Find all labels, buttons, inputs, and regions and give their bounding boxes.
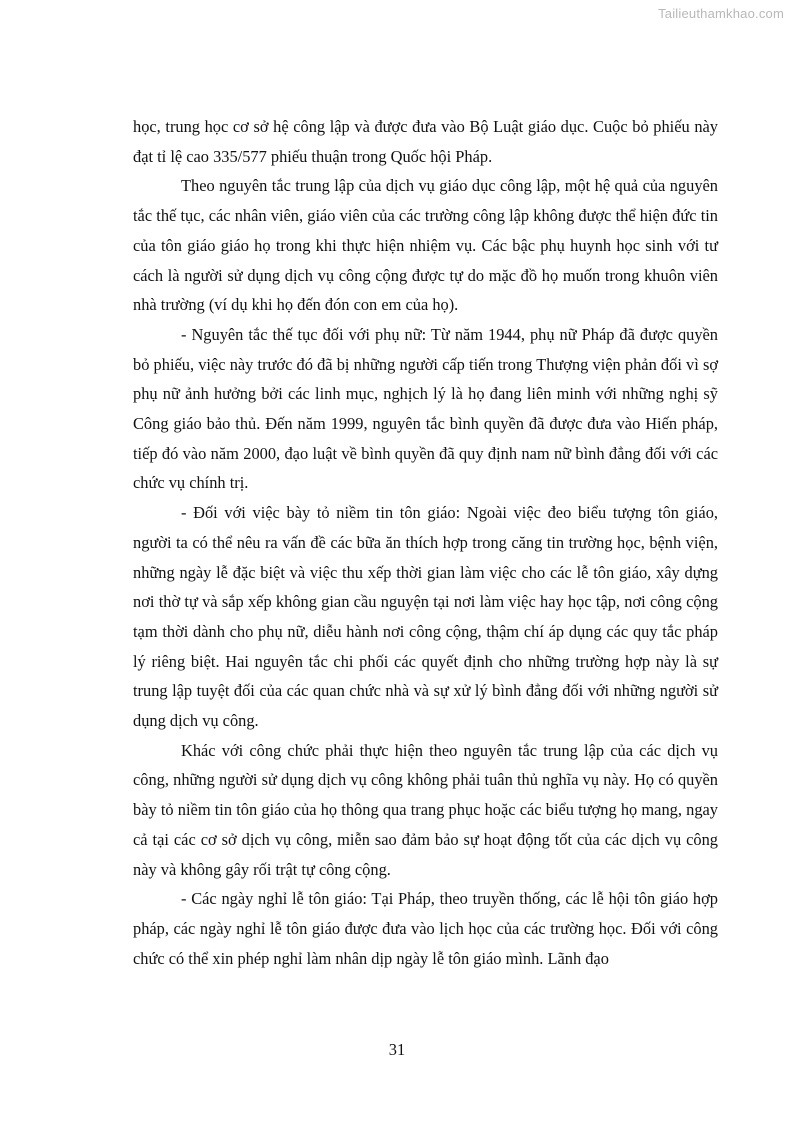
paragraph-1: học, trung học cơ sở hệ công lập và được đưa vào Bộ Luật giáo dục. Cuộc bỏ phiếu này đạt tỉ lệ cao 335/577 phiếu thuận trong Quốc hội Pháp. <box>133 117 718 166</box>
paragraph-4: - Đối với việc bày tỏ niềm tin tôn giáo: Ngoài việc đeo biểu tượng tôn giáo, người ta có thể nêu ra vấn đề các bữa ăn thích hợp trong căng tin trường học, bệnh viện, những ngày lễ đặc biệt và việc thu xếp thời gian làm việc cho các lễ tôn giáo, xây dựng nơi thờ tự và sắp xếp không gian cầu nguyện tại nơi làm việc hay học tập, nơi công cộng tạm thời dành cho phụ nữ, diễu hành nơi công cộng, thậm chí áp dụng các quy tắc pháp lý riêng biệt. Hai nguyên tắc chi phối các quyết định cho những trường hợp này là sự trung lập tuyệt đối của các quan chức nhà và sự xử lý bình đẳng đối với những người sử dụng dịch vụ công. <box>133 503 718 731</box>
paragraph-2: Theo nguyên tắc trung lập của dịch vụ giáo dục công lập, một hệ quả của nguyên tắc thế tục, các nhân viên, giáo viên của các trường công lập không được thể hiện đức tin của tôn giáo giáo họ trong khi thực hiện nhiệm vụ. Các bậc phụ huynh học sinh với tư cách là người sử dụng dịch vụ công cộng được tự do mặc đồ họ muốn trong khuôn viên nhà trường (ví dụ khi họ đến đón con em của họ). <box>133 176 718 315</box>
page-number: 31 <box>388 1040 406 1059</box>
paragraph-5: Khác với công chức phải thực hiện theo nguyên tắc trung lập của các dịch vụ công, những người sử dụng dịch vụ công không phải tuân thủ nghĩa vụ này. Họ có quyền bày tỏ niềm tin tôn giáo của họ thông qua trang phục hoặc các biểu tượng họ mang, ngay cả tại các cơ sở dịch vụ công, miễn sao đảm bảo sự hoạt động tốt của các dịch vụ công này và không gây rối trật tự công cộng. <box>133 740 718 879</box>
paragraph-6: - Các ngày nghỉ lễ tôn giáo: Tại Pháp, theo truyền thống, các lễ hội tôn giáo hợp pháp, các ngày nghỉ lễ tôn giáo được đưa vào lịch học của các trường học. Đối với công chức có thể xin phép nghỉ làm nhân dịp ngày lễ tôn giáo mình. Lãnh đạo <box>133 889 718 968</box>
watermark: Tailieuthamkhao.com <box>658 6 784 21</box>
paragraph-3: - Nguyên tắc thế tục đối với phụ nữ: Từ năm 1944, phụ nữ Pháp đã được quyền bỏ phiếu, việc này trước đó đã bị những người cấp tiến trong Thượng viện phản đối vì sợ phụ nữ ảnh hưởng bởi các linh mục, nghịch lý là họ đang liên minh với những nghị sỹ Công giáo bảo thủ. Đến năm 1999, nguyên tắc bình quyền đã được đưa vào Hiến pháp, tiếp đó vào năm 2000, đạo luật về bình quyền đã quy định nam nữ bình đẳng đối với các chức vụ chính trị. <box>133 324 718 493</box>
document-body <box>133 112 718 973</box>
